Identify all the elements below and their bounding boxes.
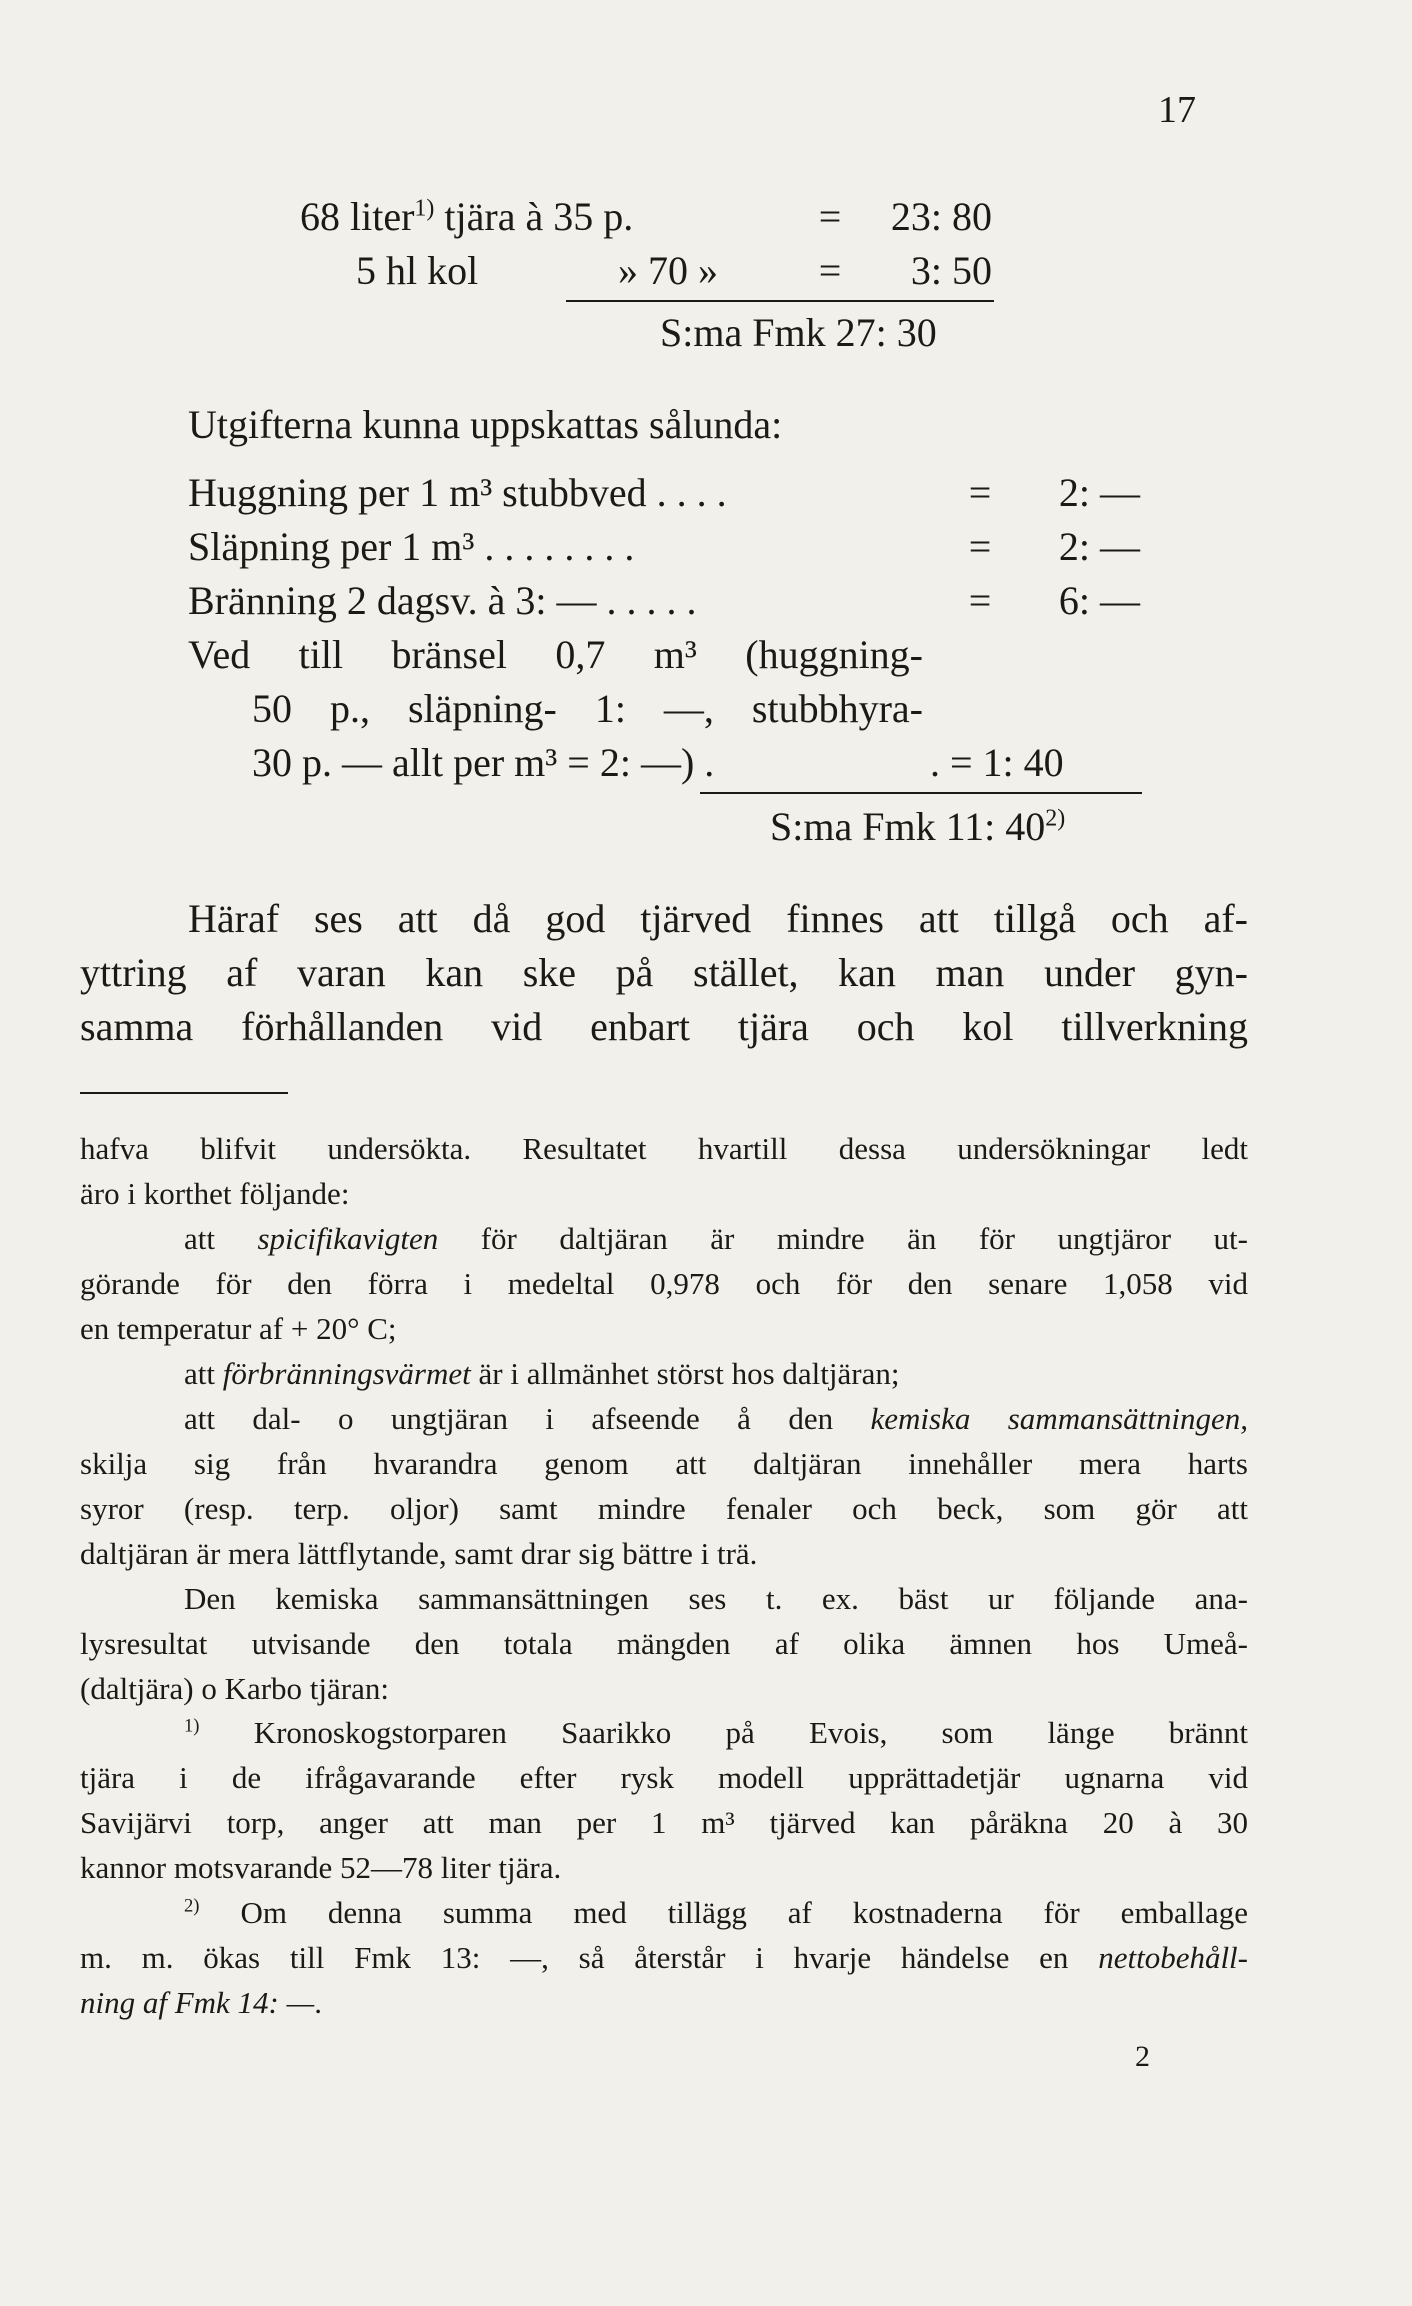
cost-label: Bränning 2 dagsv. à 3: — <box>188 578 597 623</box>
footnote-2 <box>80 1890 1248 2025</box>
cost-label: Huggning per 1 m³ stubbved <box>188 470 647 515</box>
costs-sum-rule <box>700 792 1142 794</box>
cost-equals: = <box>968 578 992 623</box>
signature-mark: 2 <box>1135 2040 1150 2073</box>
small-print-line: (daltjära) o Karbo tjäran: <box>80 1671 389 1706</box>
small-print-line: hafva blifvit undersökta. Resultatet hvartill dessa undersökningar ledt <box>80 1131 1248 1166</box>
table1-sum-rule <box>566 300 994 302</box>
costs-sum-footnote-ref: 2) <box>1045 805 1066 832</box>
table1-row-1-item: 68 liter <box>300 194 415 239</box>
footnote-1 <box>80 1710 1248 1890</box>
small-print-block <box>80 1126 1248 1711</box>
cost-value: 2: — <box>1058 524 1140 569</box>
footnote-line: $^{2)}$ Om denna summa med tillägg af kostnaderna för emballage <box>184 1895 1248 1930</box>
small-print-line: syror (resp. terp. oljor) samt mindre fenaler och beck, som gör att <box>80 1491 1248 1526</box>
cost-label: Släpning per 1 m³ <box>188 524 475 569</box>
footnote-line: tjära i de ifrågavarande efter rysk modell upprättadetjär ugnarna vid <box>80 1760 1248 1795</box>
cost-equals: = <box>968 524 992 569</box>
footnote-line: kannor motsvarande 52—78 liter tjära. <box>80 1850 562 1885</box>
table1-row-2-rest: » 70 » <box>618 248 718 293</box>
table1-row-2-equals: = <box>818 248 842 293</box>
footnote-line: Savijärvi torp, anger att man per 1 m³ tjärved kan påräkna 20 à 30 <box>80 1805 1248 1840</box>
table1-sum: S:ma Fmk 27: 30 <box>660 310 937 355</box>
cost-dots: . . . . <box>656 470 727 515</box>
cost-dots: . . . . . <box>606 578 697 623</box>
footnote-line: m. m. ökas till Fmk 13: —, så återstår i hvarje händelse en nettobehåll- <box>80 1940 1248 1975</box>
table1-row-1-footnote-ref: 1) <box>414 195 435 222</box>
costs-intro: Utgifterna kunna uppskattas sålunda: <box>188 402 783 447</box>
cost-line-huggning <box>188 466 727 520</box>
footnotes <box>80 1710 1248 2025</box>
paragraph-1: Häraf ses att då god tjärved finnes att tillgå och af- yttring af varan kan ske på stället, kan man under gyn- samma förhållanden vid enbart tjära och kol tillverkning <box>80 896 1248 1049</box>
cost-line-slapning <box>188 520 634 574</box>
table1-row-1-equals: = <box>818 194 842 239</box>
small-print-line: en temperatur af + 20° C; <box>80 1311 397 1346</box>
small-print-line: att spicifikavigten för daltjäran är mindre än för ungtjäror ut- <box>184 1221 1248 1256</box>
table1-row-1 <box>300 190 633 244</box>
footnote-line: ning af Fmk 14: —. <box>80 1985 322 2020</box>
cost-value: 6: — <box>1058 578 1140 623</box>
table1-row-2-value: 3: 50 <box>910 248 992 293</box>
cost-equals: = <box>968 470 992 515</box>
small-print-line: att dal- o ungtjäran i afseende å den kemiska sammansättningen, <box>184 1401 1248 1436</box>
cost-line-branning <box>188 574 696 628</box>
table1-row-1-value: 23: 80 <box>890 194 992 239</box>
footnote-separator <box>80 1092 288 1094</box>
page-number: 17 <box>1158 89 1196 131</box>
cost-value: 2: — <box>1058 470 1140 515</box>
small-print-line: lysresultat utvisande den totala mängden af olika ämnen hos Umeå- <box>80 1626 1248 1661</box>
table1-row-1-rest: tjära à 35 p. <box>434 194 634 239</box>
ved-line-3-value: . = 1: 40 <box>930 740 1064 785</box>
ved-line-3: 30 p. — allt per m³ = 2: —) . <box>252 740 715 785</box>
ved-line-1: Ved till bränsel 0,7 m³ (huggning- <box>188 632 923 677</box>
costs-sum: S:ma Fmk 11: 40$^{2)}$ <box>770 804 1066 849</box>
small-print-line: äro i korthet följande: <box>80 1176 350 1211</box>
small-print-line: skilja sig från hvarandra genom att daltjäran innehåller mera harts <box>80 1446 1248 1481</box>
small-print-line: daltjäran är mera lättflytande, samt drar sig bättre i trä. <box>80 1536 758 1571</box>
small-print-line: att förbränningsvärmet är i allmänhet störst hos daltjäran; <box>184 1356 900 1391</box>
table1-row-2-item: 5 hl kol <box>356 248 479 293</box>
cost-dots: . . . . . . . . <box>484 524 635 569</box>
footnote-line: $^{1)}$ Kronoskogstorparen Saarikko på Evois, som länge brännt <box>184 1715 1248 1750</box>
small-print-line: Den kemiska sammansättningen ses t. ex. bäst ur följande ana- <box>184 1581 1248 1616</box>
ved-line-2: 50 p., släpning- 1: —, stubbhyra- <box>252 686 923 731</box>
small-print-line: görande för den förra i medeltal 0,978 och för den senare 1,058 vid <box>80 1266 1248 1301</box>
